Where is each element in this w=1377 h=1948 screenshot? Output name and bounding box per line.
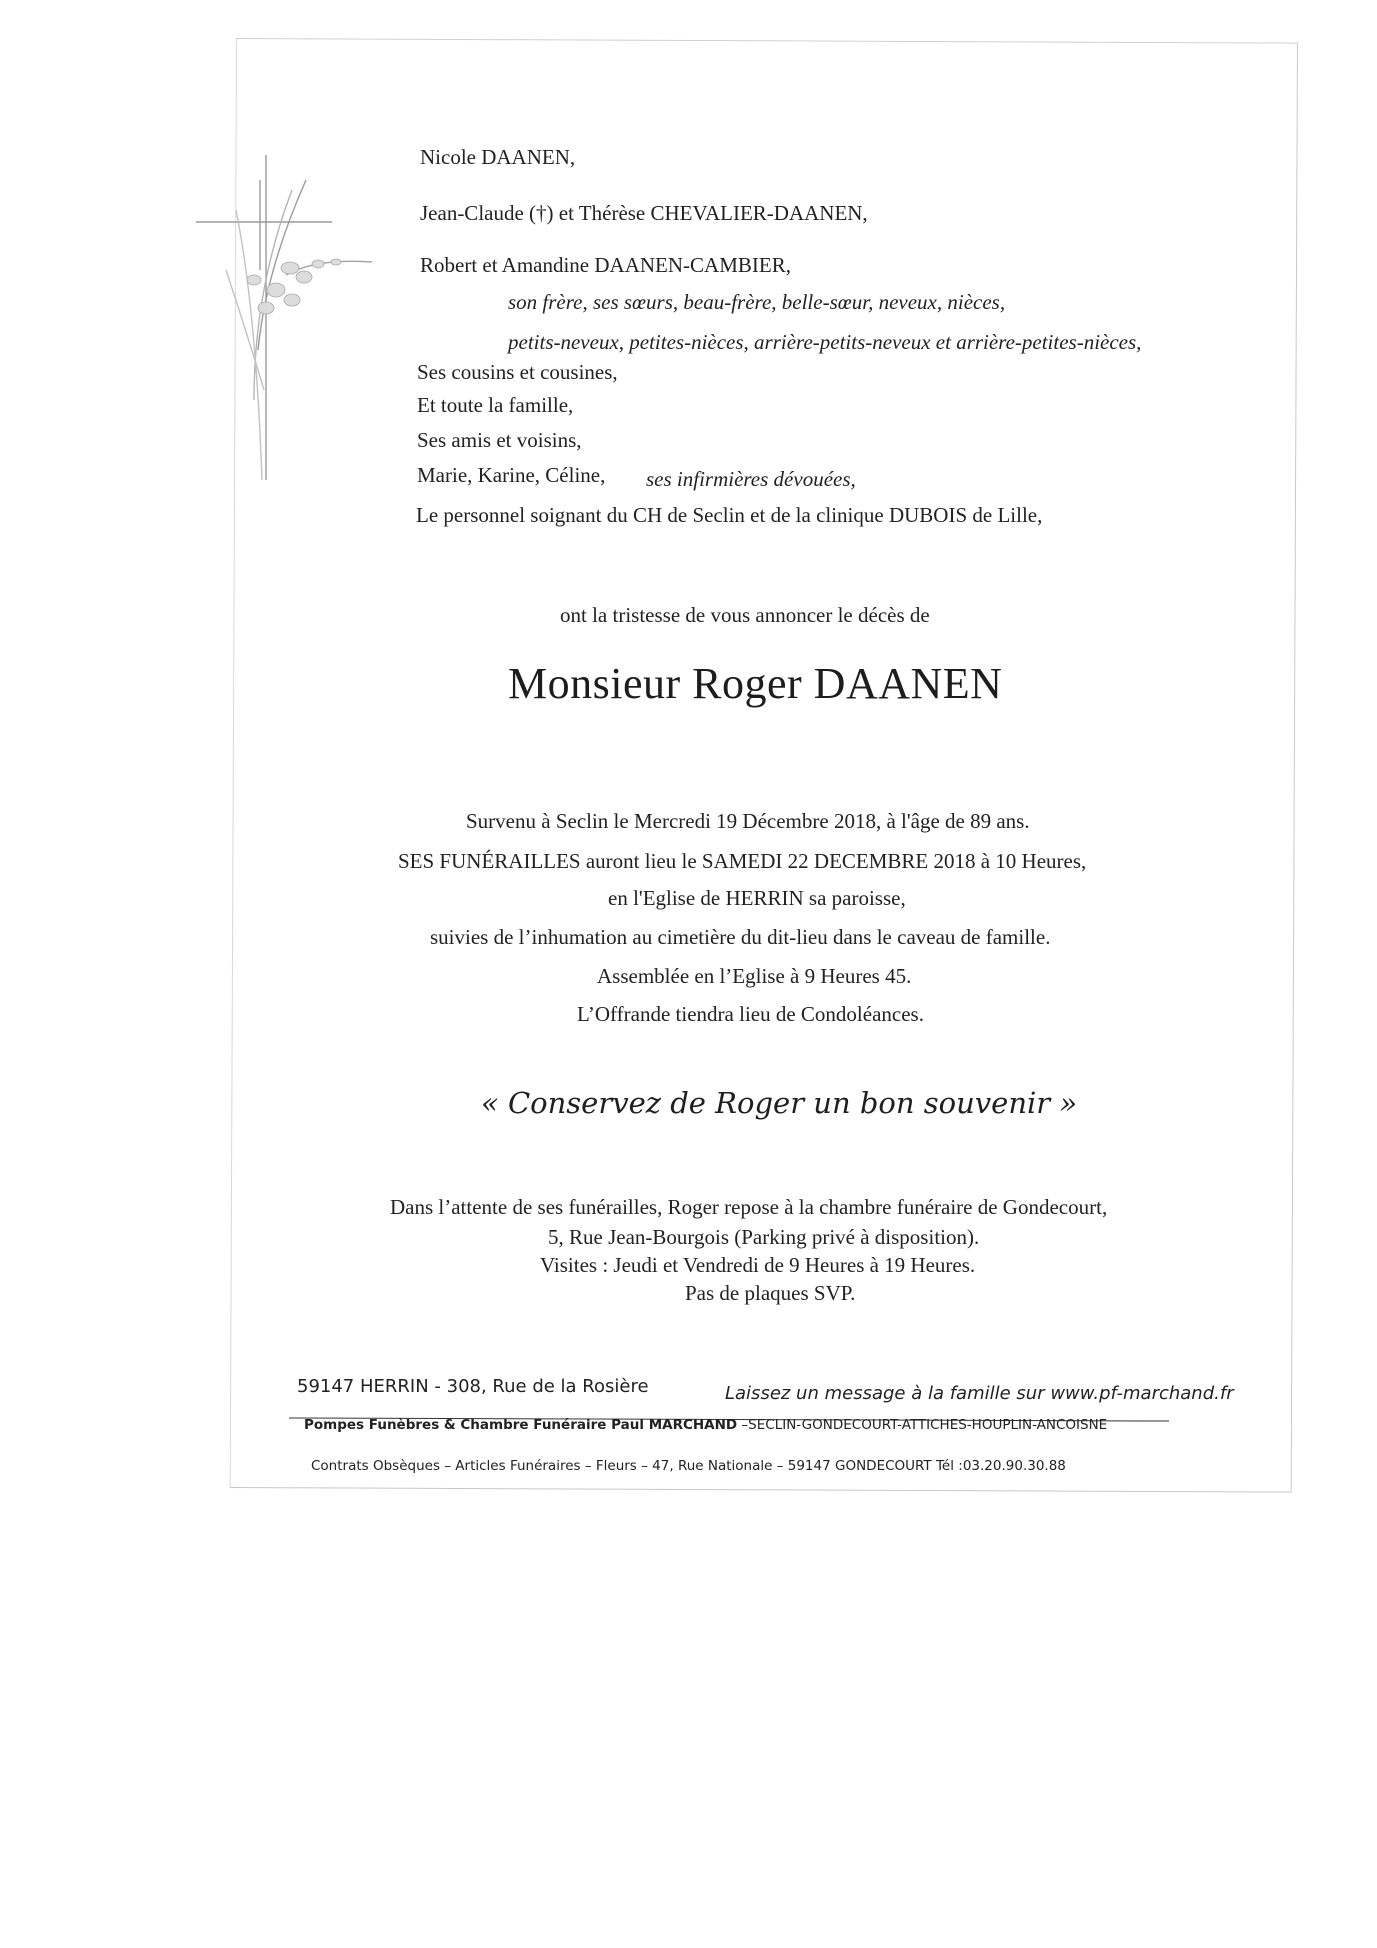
family-line-famille: Et toute la famille, [417,393,574,417]
family-line-nurses-role: ses infirmières dévouées, [646,467,856,491]
motto: « Conservez de Roger un bon souvenir » [481,1086,1078,1120]
church-details: en l'Eglise de HERRIN sa paroisse, [608,886,906,910]
funeral-details: SES FUNÉRAILLES auront lieu le SAMEDI 22 DECEMBRE 2018 à 10 Heures, [398,849,1087,873]
assembly-details: Assemblée en l’Eglise à 9 Heures 45. [597,964,912,988]
footer-message: Laissez un message à la famille sur www.pf-marchand.fr [725,1383,1234,1404]
family-line-amis: Ses amis et voisins, [417,428,582,452]
family-line-nurses-names: Marie, Karine, Céline, [417,463,606,487]
visitation-line-3: Visites : Jeudi et Vendredi de 9 Heures à 19 Heures. [540,1253,976,1277]
footer-company-name: Pompes Funèbres & Chambre Funéraire Paul MARCHAND [304,1417,738,1433]
family-relations-2: petits-neveux, petites-nièces, arrière-petits-neveux et arrière-petites-nièces, [508,330,1142,354]
visitation-line-1: Dans l’attente de ses funérailles, Roger repose à la chambre funéraire de Gondecourt, [390,1195,1108,1219]
visitation-line-2: 5, Rue Jean-Bourgois (Parking privé à disposition). [548,1225,980,1249]
footer-contact: Contrats Obsèques – Articles Funéraires – Fleurs – 47, Rue Nationale – 59147 GONDECOURT Tél :03.20.90.30.88 [311,1458,1066,1474]
cross-flower-icon [196,150,386,490]
family-line-nicole: Nicole DAANEN, [420,145,576,169]
family-relations-1: son frère, ses sœurs, beau-frère, belle-sœur, neveux, nièces, [508,290,1006,314]
visitation-line-4: Pas de plaques SVP. [685,1281,856,1305]
family-line-cousins: Ses cousins et cousines, [417,360,618,384]
footer-address: 59147 HERRIN - 308, Rue de la Rosière [297,1376,649,1397]
footer-company [304,1417,1107,1433]
burial-details: suivies de l’inhumation au cimetière du dit-lieu dans le caveau de famille. [430,925,1051,949]
family-line-personnel: Le personnel soignant du CH de Seclin et de la clinique DUBOIS de Lille, [416,503,1043,527]
announcement-intro: ont la tristesse de vous annoncer le décès de [560,603,930,627]
family-line-robert: Robert et Amandine DAANEN-CAMBIER, [420,253,791,277]
deceased-name: Monsieur Roger DAANEN [508,659,1003,708]
death-details: Survenu à Seclin le Mercredi 19 Décembre 2018, à l'âge de 89 ans. [466,809,1030,833]
footer-company-locations: –SECLIN-GONDECOURT-ATTICHES-HOUPLIN-ANCOISNE [737,1417,1108,1433]
family-line-chevalier: Jean-Claude (†) et Thérèse CHEVALIER-DAANEN, [420,201,868,225]
offering-details: L’Offrande tiendra lieu de Condoléances. [577,1002,924,1026]
